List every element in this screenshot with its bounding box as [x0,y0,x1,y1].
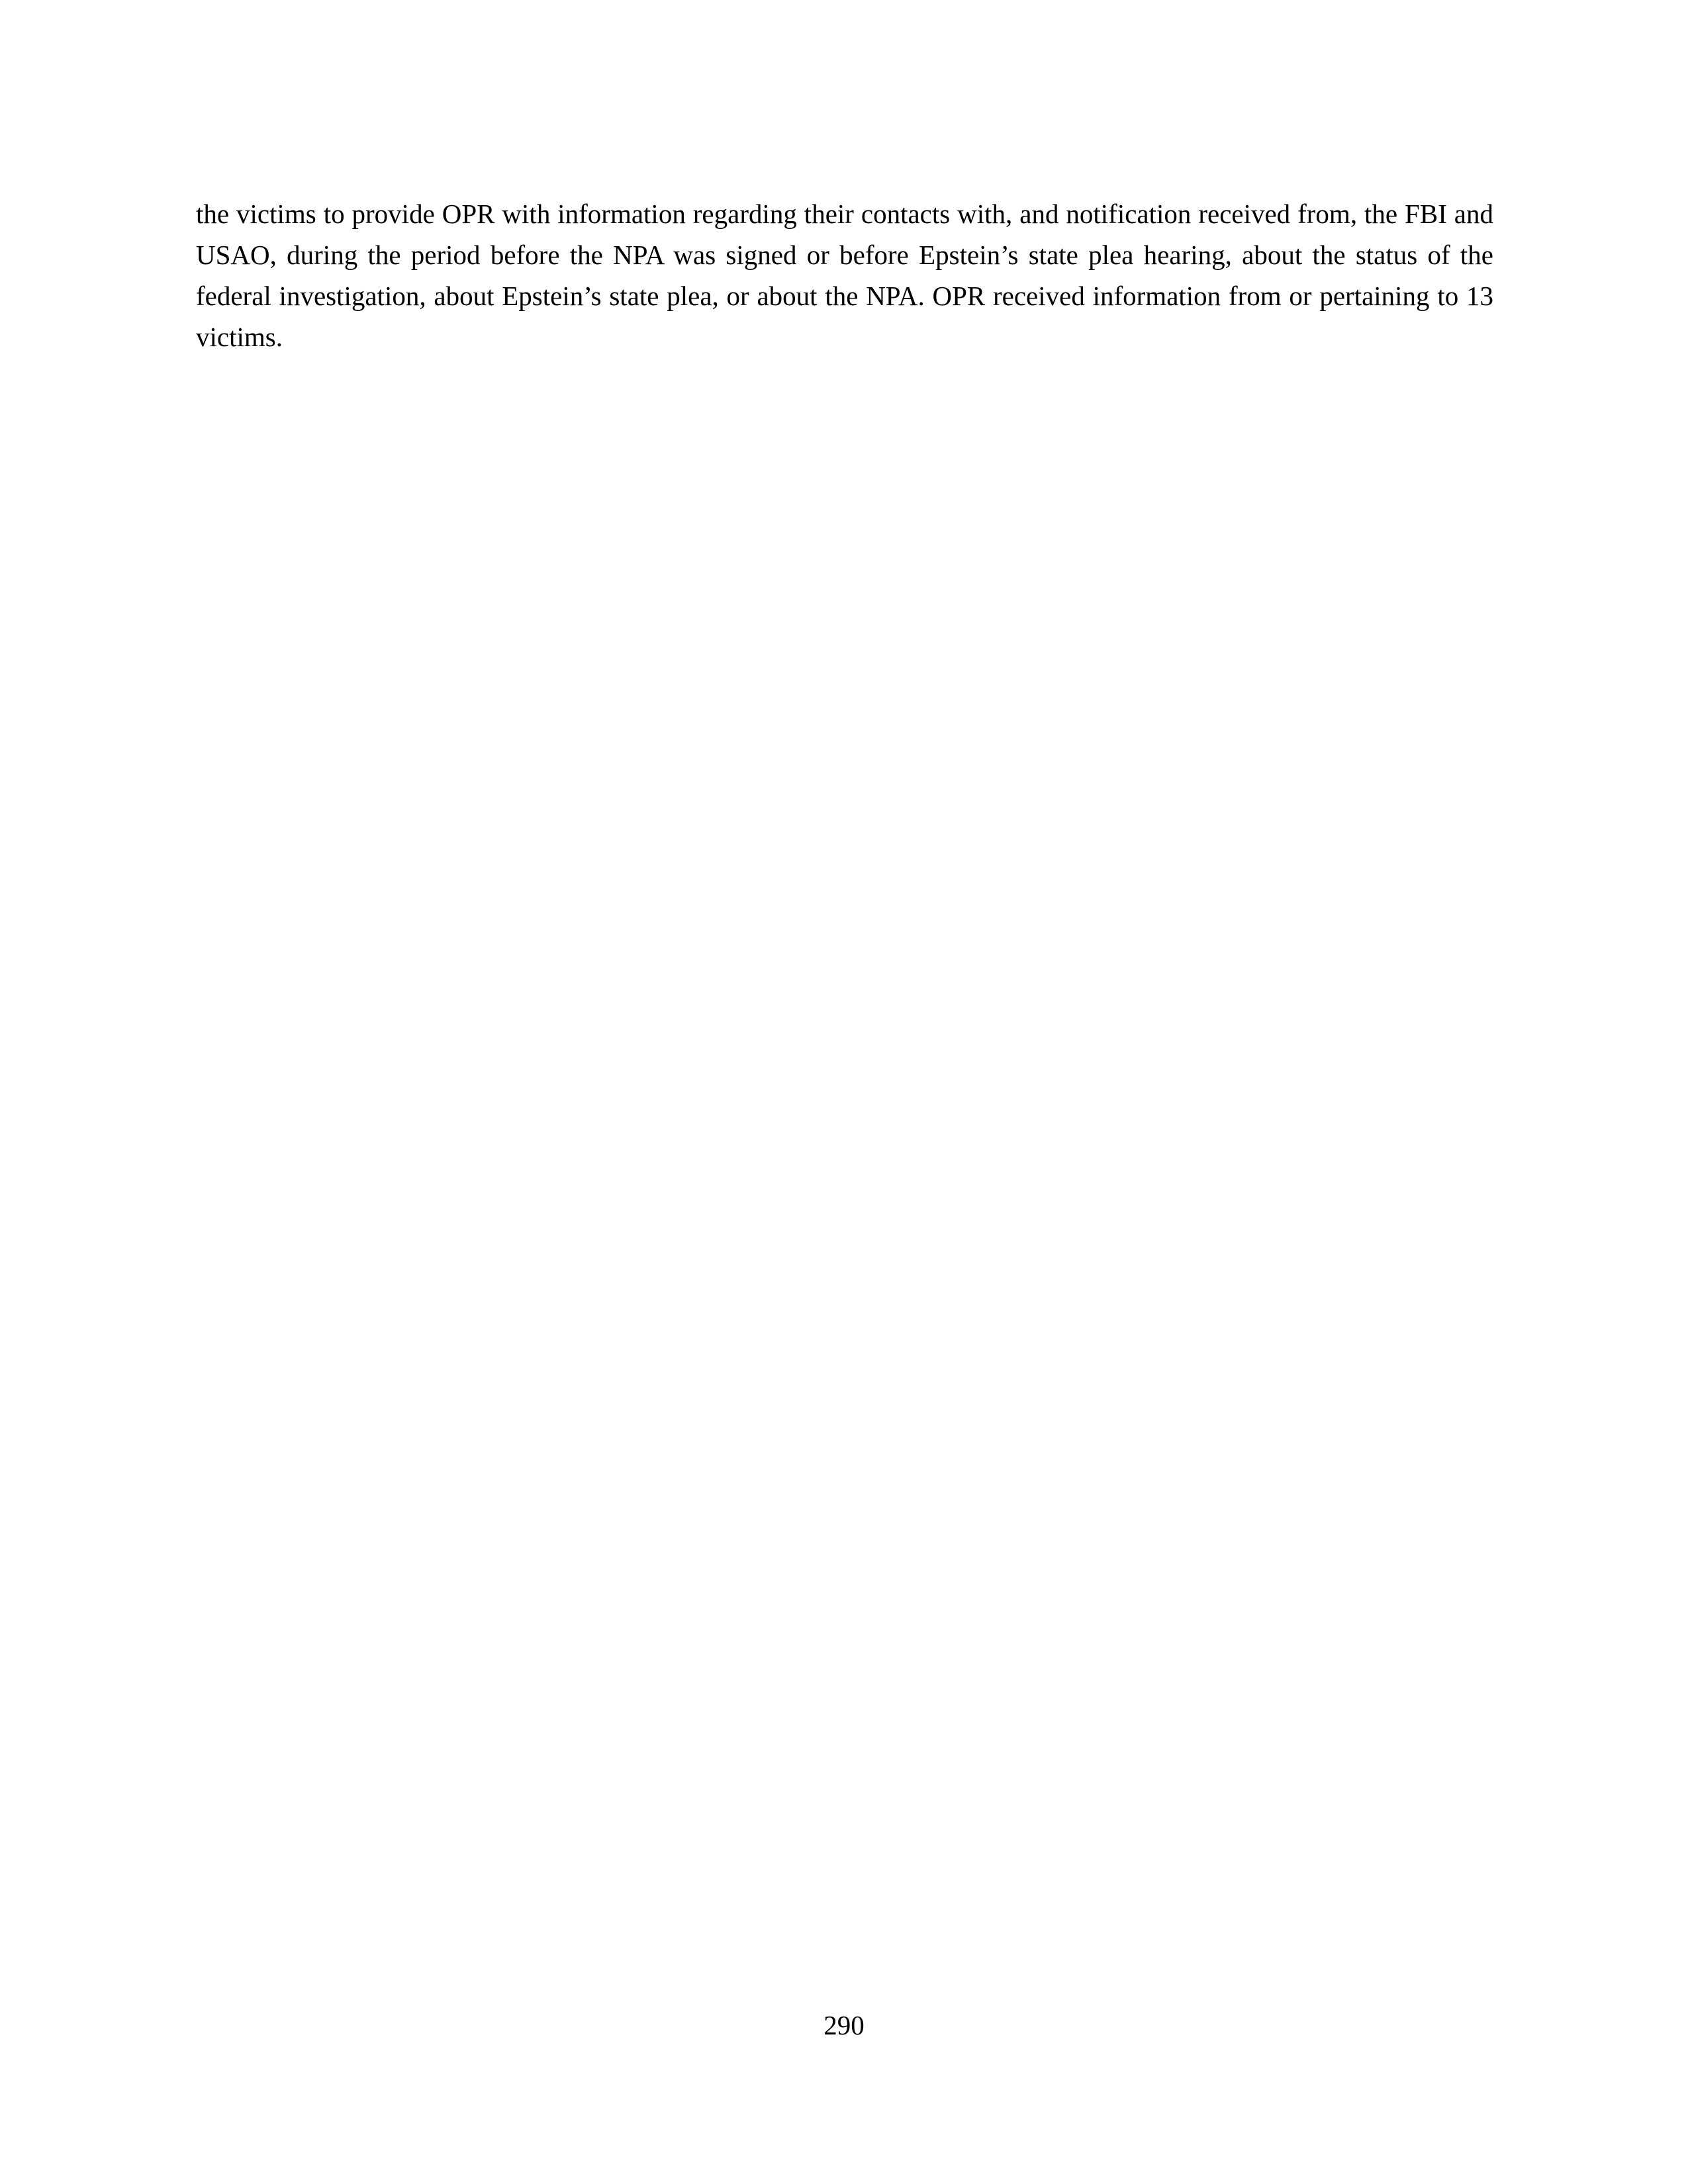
page-number: 290 [823,2010,865,2040]
body-paragraph: the victims to provide OPR with information regarding their contacts with, and notification received from, the FBI and USAO, during the period before the NPA was signed or before Epstein’s state plea hearing, about the status of the federal investigation, about Epstein’s state plea, or about the NPA. OPR received information from or pertaining to 13 victims. [196,199,1493,352]
body-text-block [196,193,1493,357]
